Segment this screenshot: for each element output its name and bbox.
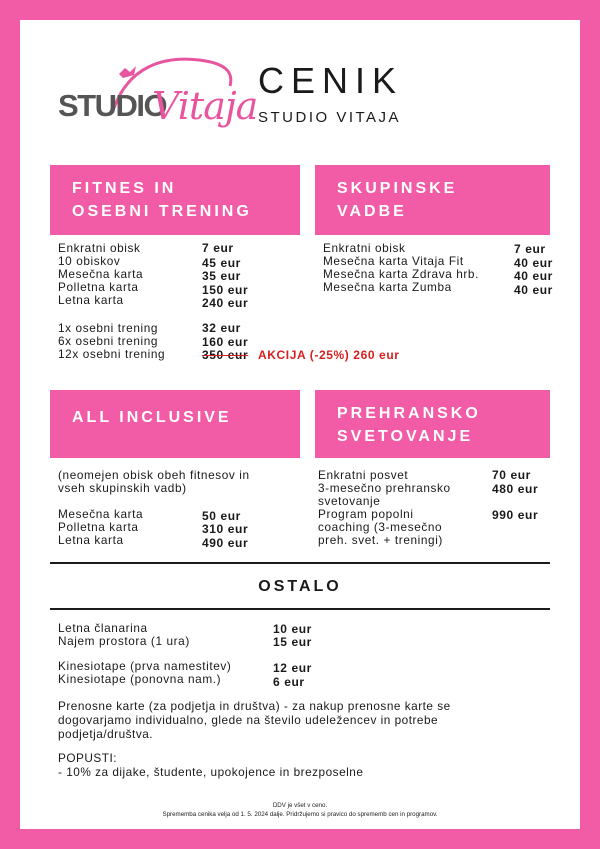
prehransko-label-line: Program popolni (318, 507, 414, 521)
training-label-0: 1x osebni trening (58, 321, 159, 335)
allinclusive-label-2: Letna karta (58, 533, 124, 547)
divider-bottom (50, 608, 550, 610)
page-title: CENIK (258, 60, 404, 101)
prehransko-label-line: coaching (3-mesečno (318, 520, 443, 534)
fitnes-price-3: 150 eur (202, 283, 249, 297)
skupinske-label-3: Mesečna karta Zumba (323, 280, 452, 294)
page-subtitle: STUDIO VITAJA (258, 109, 402, 126)
fitnes-label-4: Letna karta (58, 293, 124, 307)
fitnes-price-4: 240 eur (202, 296, 249, 310)
header-line: SVETOVANJE (337, 428, 474, 445)
skupinske-label-0: Enkratni obisk (323, 241, 406, 255)
section-header-skupinske (315, 165, 550, 235)
fitnes-price-0: 7 eur (202, 241, 234, 255)
ostalo-label-0: Letna članarina (58, 621, 148, 635)
fitnes-label-3: Polletna karta (58, 280, 139, 294)
promo-badge: AKCIJA (-25%) 260 eur (258, 348, 400, 362)
prehransko-price-0: 70 eur (492, 468, 531, 482)
section-header-allinclusive (50, 390, 300, 458)
section-header-prehransko (315, 390, 550, 458)
header-line: VADBE (337, 203, 407, 220)
ostalo-price-1: 15 eur (273, 635, 312, 649)
fitnes-label-1: 10 obiskov (58, 254, 121, 268)
ostalo-label-2: Kinesiotape (prva namestitev) (58, 659, 232, 673)
ostalo-label-1: Najem prostora (1 ura) (58, 634, 190, 648)
prehransko-price-2: 990 eur (492, 508, 539, 522)
prehransko-price-1: 480 eur (492, 482, 539, 496)
allinclusive-note-line: vseh skupinskih vadb) (58, 481, 187, 495)
fitnes-label-0: Enkratni obisk (58, 241, 141, 255)
training-old-price: 350 eur (202, 348, 249, 362)
header-line: SKUPINSKE (337, 180, 458, 197)
ostalo-price-2: 12 eur (273, 661, 312, 675)
skupinske-label-2: Mesečna karta Zdrava hrb. (323, 267, 479, 281)
fitnes-price-1: 45 eur (202, 256, 241, 270)
ostalo-label-3: Kinesiotape (ponovna nam.) (58, 672, 222, 686)
prenosne-line: dogovarjamo individualno, glede na število udeležencev in potrebe (58, 713, 439, 727)
skupinske-price-1: 40 eur (514, 256, 553, 270)
skupinske-price-0: 7 eur (514, 242, 546, 256)
skupinske-price-2: 40 eur (514, 269, 553, 283)
header-line: OSEBNI TRENING (72, 203, 252, 220)
allinclusive-price-2: 490 eur (202, 536, 249, 550)
prehransko-label-line: svetovanje (318, 494, 381, 508)
header-line: PREHRANSKO (337, 405, 481, 422)
training-label-1: 6x osebni trening (58, 334, 159, 348)
training-label-2: 12x osebni trening (58, 347, 166, 361)
section-header-fitnes (50, 165, 300, 235)
ostalo-price-3: 6 eur (273, 675, 305, 689)
training-price-0: 32 eur (202, 321, 241, 335)
training-price-1: 160 eur (202, 335, 249, 349)
fitnes-label-2: Mesečna karta (58, 267, 144, 281)
header-line: ALL INCLUSIVE (72, 409, 232, 426)
divider-top (50, 562, 550, 564)
popusti-text: - 10% za dijake, študente, upokojence in brezposelne (58, 765, 364, 779)
allinclusive-price-1: 310 eur (202, 522, 249, 536)
footer-line: Sprememba cenika velja od 1. 5. 2024 dalje. Pridržujemo si pravico do sprememb cen in programov. (162, 811, 438, 818)
footer-line: DDV je všet v ceno. (272, 802, 328, 809)
skupinske-price-3: 40 eur (514, 283, 553, 297)
prehransko-label-line: 3-mesečno prehransko (318, 481, 451, 495)
allinclusive-note-line: (neomejen obisk obeh fitnesov in (58, 468, 250, 482)
prehransko-label-line: Enkratni posvet (318, 468, 409, 482)
prenosne-line: Prenosne karte (za podjetja in društva) - za nakup prenosne karte se (58, 699, 451, 713)
fitnes-price-2: 35 eur (202, 269, 241, 283)
prehransko-label-line: preh. svet. + treningi) (318, 533, 443, 547)
allinclusive-price-0: 50 eur (202, 509, 241, 523)
allinclusive-label-0: Mesečna karta (58, 507, 144, 521)
prenosne-line: podjetja/društva. (58, 727, 154, 741)
ostalo-price-0: 10 eur (273, 622, 312, 636)
allinclusive-label-1: Polletna karta (58, 520, 139, 534)
popusti-title: POPUSTI: (58, 751, 118, 765)
logo-studio-text: STUDIO (58, 88, 167, 123)
skupinske-label-1: Mesečna karta Vitaja Fit (323, 254, 464, 268)
logo-script-text: Vitaja (152, 84, 258, 128)
header-line: FITNES IN (72, 180, 177, 197)
section-header-ostalo: OSTALO (258, 578, 342, 595)
